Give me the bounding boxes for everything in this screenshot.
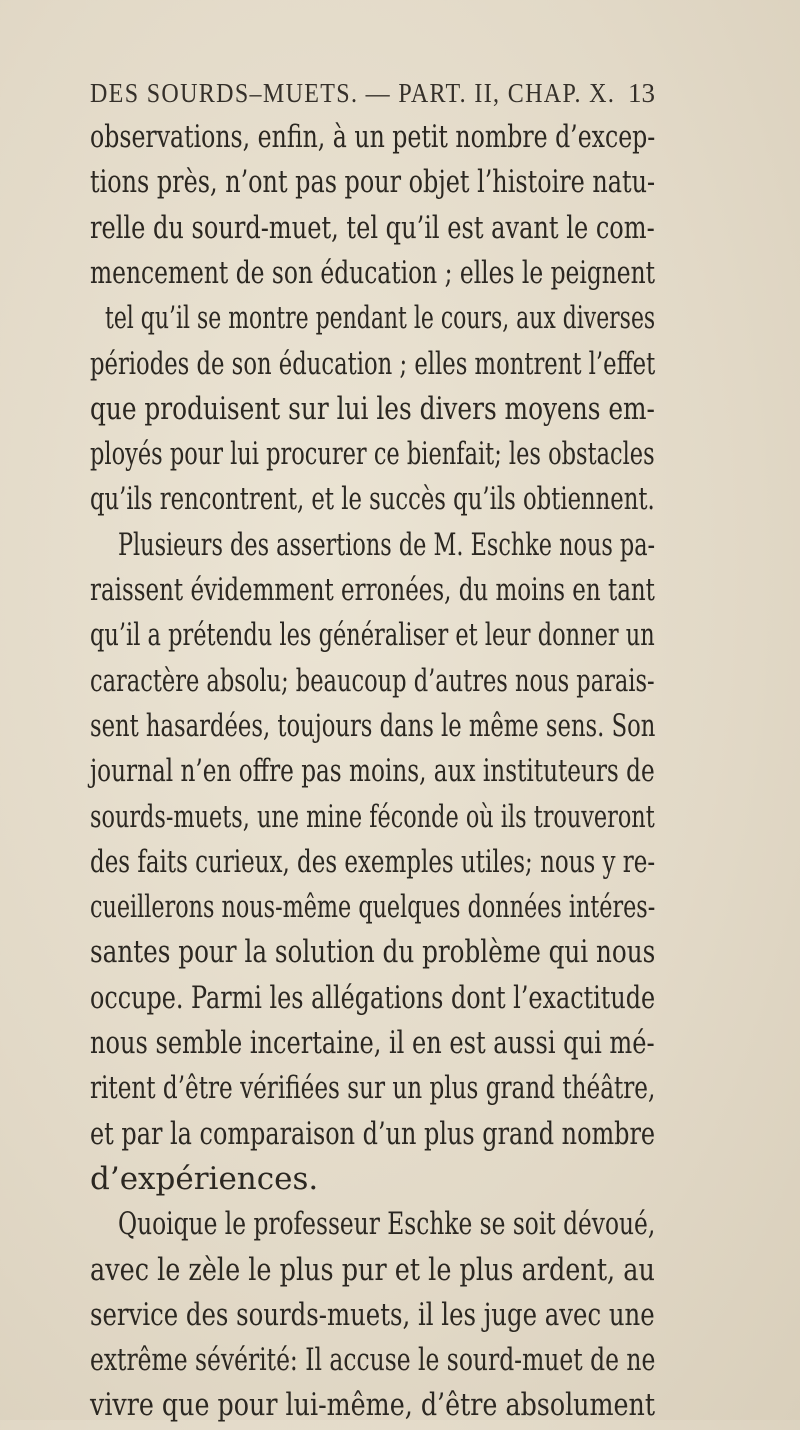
text-line: observations, enfin, à un petit nombre d’excep- — [90, 119, 656, 155]
text-line: ployés pour lui procurer ce bienfait; les obstacles — [90, 436, 655, 472]
text-line: Quoique le professeur Eschke se soit dévoué, — [118, 1206, 656, 1242]
running-head — [90, 78, 660, 109]
text-line: sent hasardées, toujours dans le même sens. Son — [90, 708, 656, 744]
text-line: nous semble incertaine, il en est aussi qui mé- — [90, 1025, 655, 1061]
text-line: qu’il a prétendu les généraliser et leur donner un — [90, 617, 655, 653]
text-line: extrême sévérité: Il accuse le sourd-muet de ne — [90, 1342, 656, 1378]
text-line: cueillerons nous-même quelques données intéres- — [90, 889, 656, 925]
text-line: occupe. Parmi les allégations dont l’exactitude — [90, 980, 656, 1016]
text-line: que produisent sur lui les divers moyens em- — [90, 391, 655, 427]
text-line: et par la comparaison d’un plus grand nombre — [90, 1116, 656, 1152]
text-line: des faits curieux, des exemples utiles; nous y re- — [90, 844, 656, 880]
page-number: 13 — [628, 78, 655, 108]
text-line: qu’ils rencontrent, et le succès qu’ils obtiennent. — [90, 481, 655, 517]
text-line: santes pour la solution du problème qui nous — [90, 934, 656, 970]
text-line: Plusieurs des assertions de M. Eschke nous pa- — [118, 527, 656, 563]
text-line: vivre que pour lui-même, d’être absolument — [90, 1387, 656, 1423]
text-line: service des sourds-muets, il les juge avec une — [90, 1297, 655, 1333]
text-line: tel qu’il se montre pendant le cours, aux diverses — [105, 300, 656, 336]
text-line: mencement de son éducation ; elles le peignent — [90, 255, 656, 291]
text-line: ritent d’être vérifiées sur un plus grand théâtre, — [90, 1070, 656, 1106]
text-line: périodes de son éducation ; elles montrent l’effet — [90, 346, 656, 382]
text-line: tions près, n’ont pas pour objet l’histoire natu- — [90, 164, 656, 200]
text-line: sourds-muets, une mine féconde où ils trouveront — [90, 799, 655, 835]
running-title: DES SOURDS–MUETS. — PART. II, CHAP. X. — [90, 78, 616, 108]
text-line: avec le zèle le plus pur et le plus ardent, au — [90, 1252, 655, 1288]
text-line: relle du sourd-muet, tel qu’il est avant le com- — [90, 210, 655, 246]
text-line: d’expériences. — [90, 1161, 319, 1197]
text-line: journal n’en offre pas moins, aux instituteurs de — [90, 753, 655, 789]
text-line: raissent évidemment erronées, du moins en tant — [90, 572, 655, 608]
text-line: caractère absolu; beaucoup d’autres nous parais- — [90, 663, 655, 699]
